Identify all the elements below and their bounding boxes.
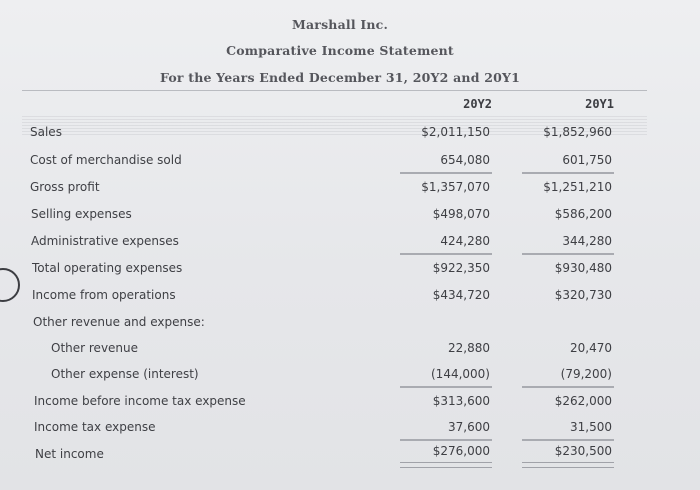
income-before-tax-20y1: $262,000 — [554, 394, 612, 408]
row-label-administrative-expenses: Administrative expenses — [31, 234, 179, 248]
row-label-other-revenue-and-expense: Other revenue and expense: — [33, 315, 205, 329]
other-expense-20y2: (144,000) — [431, 367, 490, 381]
row-label-income-tax-expense: Income tax expense — [34, 420, 156, 434]
sales-20y2: $2,011,150 — [421, 125, 490, 139]
administrative-expenses-20y2: 424,280 — [440, 234, 490, 248]
other-revenue-20y2: 22,880 — [448, 341, 490, 355]
column-header-20y2: 20Y2 — [463, 97, 492, 111]
underline — [400, 439, 492, 441]
underline — [400, 386, 492, 388]
underline — [400, 172, 492, 174]
other-expense-20y1: (79,200) — [560, 367, 612, 381]
cost-of-merchandise-20y2: 654,080 — [440, 153, 490, 167]
underline — [522, 253, 614, 255]
income-tax-expense-20y2: 37,600 — [448, 420, 490, 434]
row-label-income-before-tax: Income before income tax expense — [34, 394, 246, 408]
administrative-expenses-20y1: 344,280 — [562, 234, 612, 248]
income-tax-expense-20y1: 31,500 — [570, 420, 612, 434]
income-before-tax-20y2: $313,600 — [432, 394, 490, 408]
statement-period: For the Years Ended December 31, 20Y2 and 20Y1 — [159, 70, 521, 85]
company-name: Marshall Inc. — [291, 17, 389, 32]
gross-profit-20y1: $1,251,210 — [543, 180, 612, 194]
column-header-20y1: 20Y1 — [585, 97, 614, 111]
income-from-operations-20y2: $434,720 — [432, 288, 490, 302]
row-label-selling-expenses: Selling expenses — [31, 207, 132, 221]
row-label-sales: Sales — [30, 125, 62, 139]
row-label-income-from-operations: Income from operations — [32, 288, 176, 302]
row-label-net-income: Net income — [35, 447, 104, 461]
screen-edge-tab-icon — [0, 268, 20, 302]
selling-expenses-20y1: $586,200 — [554, 207, 612, 221]
double-underline — [522, 462, 614, 468]
sales-20y1: $1,852,960 — [543, 125, 612, 139]
row-label-gross-profit: Gross profit — [30, 180, 100, 194]
selling-expenses-20y2: $498,070 — [432, 207, 490, 221]
net-income-20y1: $230,500 — [554, 444, 612, 458]
underline — [400, 253, 492, 255]
underline — [522, 439, 614, 441]
cost-of-merchandise-20y1: 601,750 — [562, 153, 612, 167]
income-from-operations-20y1: $320,730 — [554, 288, 612, 302]
underline — [522, 386, 614, 388]
underline — [522, 172, 614, 174]
total-operating-expenses-20y2: $922,350 — [432, 261, 490, 275]
gross-profit-20y2: $1,357,070 — [421, 180, 490, 194]
statement-title: Comparative Income Statement — [226, 43, 454, 58]
row-label-other-expense: Other expense (interest) — [51, 367, 199, 381]
top-rule — [22, 90, 647, 91]
double-underline — [400, 462, 492, 468]
row-label-cost-of-merchandise: Cost of merchandise sold — [30, 153, 182, 167]
total-operating-expenses-20y1: $930,480 — [554, 261, 612, 275]
row-label-other-revenue: Other revenue — [51, 341, 139, 355]
other-revenue-20y1: 20,470 — [570, 341, 612, 355]
row-label-total-operating-expenses: Total operating expenses — [32, 261, 183, 275]
net-income-20y2: $276,000 — [432, 444, 490, 458]
